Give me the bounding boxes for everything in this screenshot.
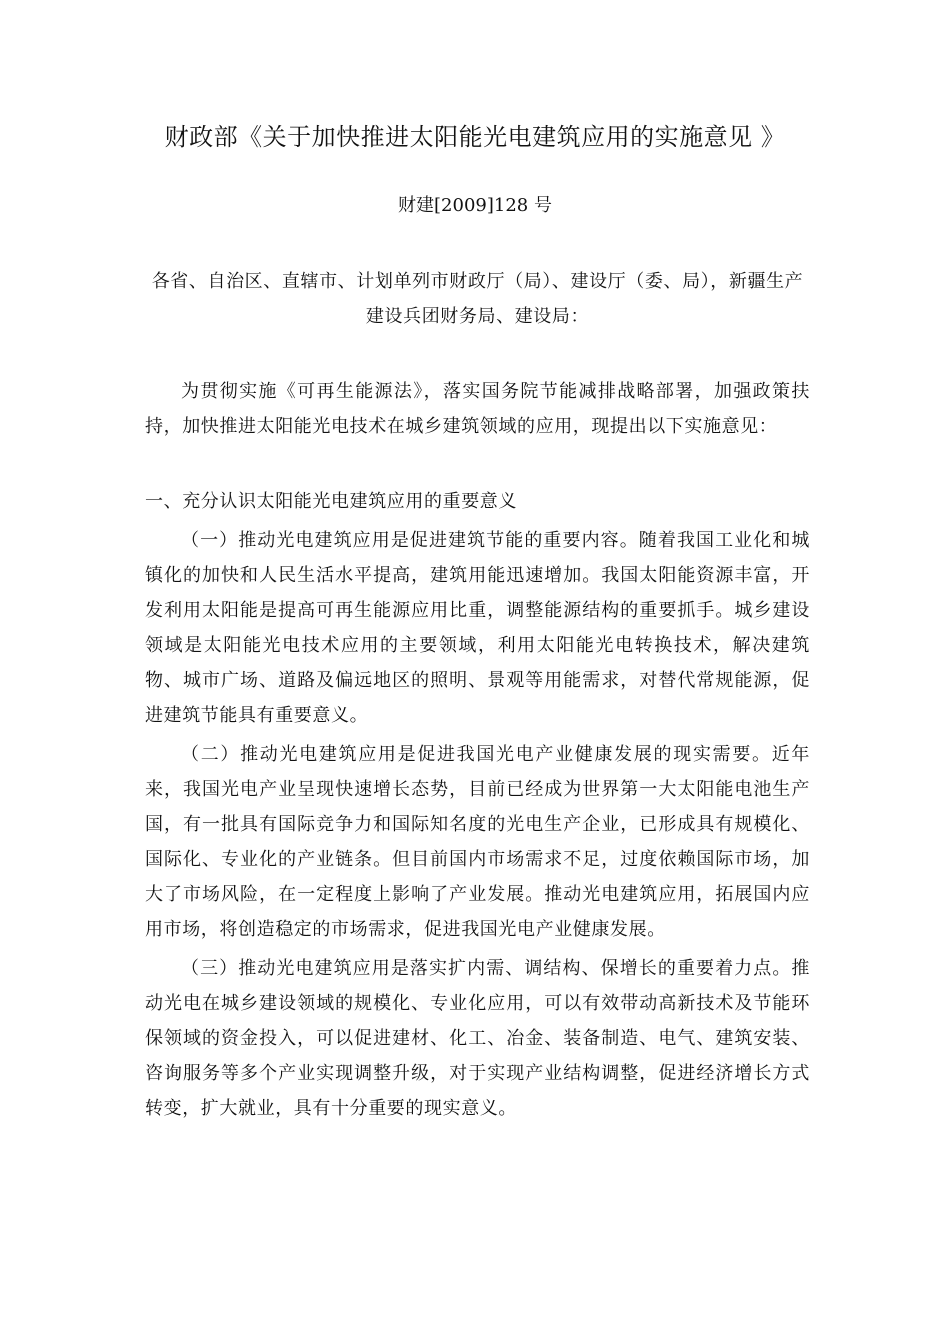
addressee: 各省、自治区、直辖市、计划单列市财政厅（局）、建设厅（委、局），新疆生产建设兵团财务局、建设局：: [151, 271, 804, 327]
section-heading: 一、充分认识太阳能光电建筑应用的重要意义: [145, 491, 517, 512]
paragraph-2: （二）推动光电建筑应用是促进我国光电产业健康发展的现实需要。近年来，我国光电产业呈现快速增长态势，目前已经成为世界第一大太阳能电池生产国，有一批具有国际竞争力和国际知名度的光电生产企业，已形成具有规模化、国际化、专业化的产业链条。但目前国内市场需求不足，过度依赖国际市场，加大了市场风险，在一定程度上影响了产业发展。推动光电建筑应用，拓展国内应用市场，将创造稳定的市场需求，促进我国光电产业健康发展。: [145, 744, 810, 940]
paragraph-3: （三）推动光电建筑应用是落实扩内需、调结构、保增长的重要着力点。推动光电在城乡建设领域的规模化、专业化应用，可以有效带动高新技术及节能环保领域的资金投入，可以促进建材、化工、冶金、装备制造、电气、建筑安装、咨询服务等多个产业实现调整升级，对于实现产业结构调整，促进经济增长方式转变，扩大就业，具有十分重要的现实意义。: [145, 958, 810, 1119]
document-number: 财建[2009]128 号: [398, 195, 552, 216]
intro-paragraph: 为贯彻实施《可再生能源法》，落实国务院节能减排战略部署，加强政策扶持，加快推进太阳能光电技术在城乡建筑领域的应用，现提出以下实施意见：: [145, 381, 810, 437]
paragraph-1: （一）推动光电建筑应用是促进建筑节能的重要内容。随着我国工业化和城镇化的加快和人民生活水平提高，建筑用能迅速增加。我国太阳能资源丰富，开发利用太阳能是提高可再生能源应用比重，调整能源结构的重要抓手。城乡建设领域是太阳能光电技术应用的主要领域，利用太阳能光电转换技术，解决建筑物、城市广场、道路及偏远地区的照明、景观等用能需求，对替代常规能源，促进建筑节能具有重要意义。: [145, 530, 810, 726]
section-1: [145, 484, 810, 1126]
document-title: 财政部《关于加快推进太阳能光电建筑应用的实施意见 》: [164, 123, 786, 151]
